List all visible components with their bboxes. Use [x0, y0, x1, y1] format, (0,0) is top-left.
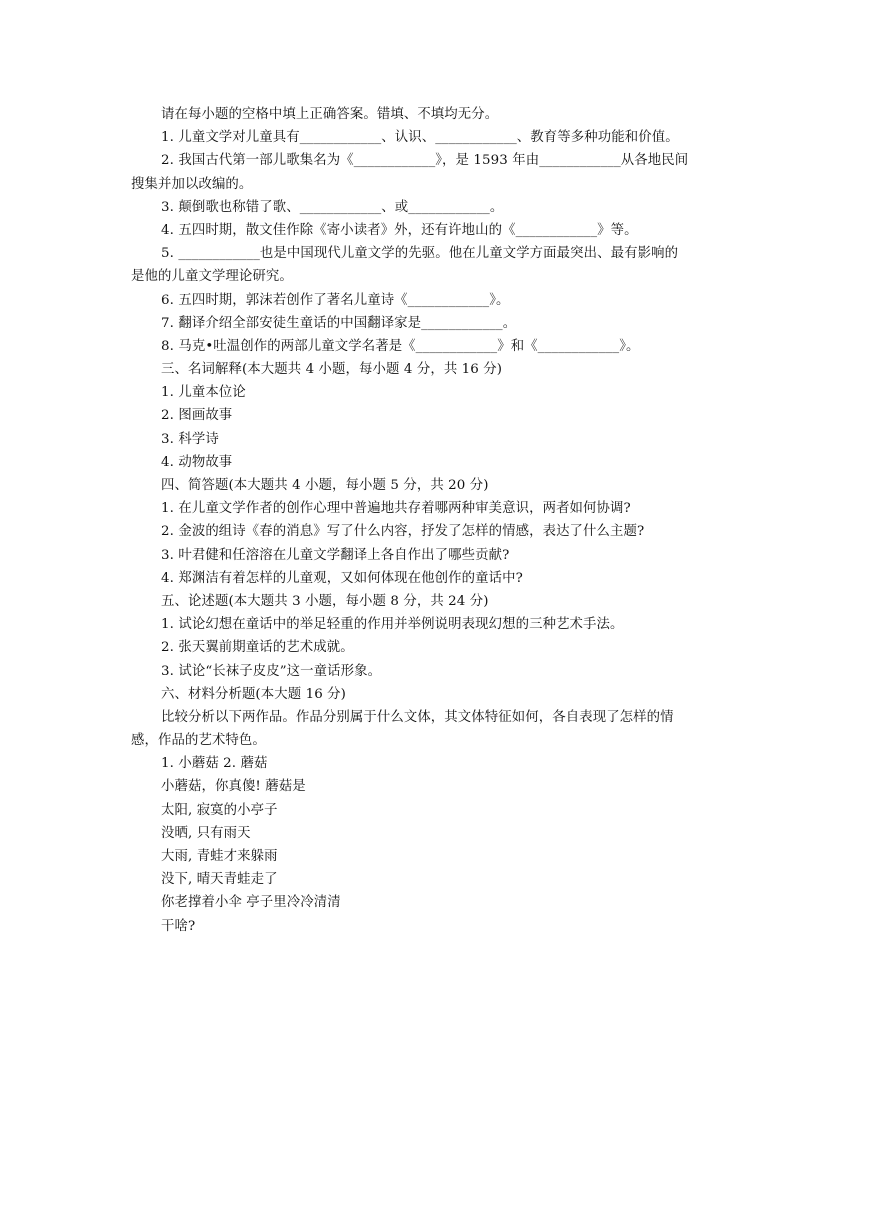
section-heading-essay: 五、论述题(本大题共 3 小题，每小题 8 分，共 24 分) [161, 593, 489, 609]
fill-question-2-continuation: 搜集并加以改编的。 [131, 176, 253, 192]
poem-line-3: 没晒, 只有雨天 [161, 825, 251, 841]
section-heading-terms: 三、名词解释(本大题共 4 小题，每小题 4 分，共 16 分) [161, 362, 503, 378]
poem-line-1: 小蘑菇，你真傻! 蘑菇是 [161, 779, 306, 795]
fill-question-3: 3. 颠倒歌也称错了歌、____________、或____________。 [161, 199, 504, 215]
short-answer-3: 3. 叶君健和任溶溶在儿童文学翻译上各自作出了哪些贡献? [161, 547, 510, 563]
fill-question-5-continuation: 是他的儿童文学理论研究。 [131, 269, 293, 285]
poem-line-7: 干啥? [161, 918, 196, 934]
short-answer-2: 2. 金波的组诗《春的消息》写了什么内容，抒发了怎样的情感，表达了什么主题? [161, 524, 645, 540]
fill-question-7: 7. 翻译介绍全部安徒生童话的中国翻译家是____________。 [161, 315, 517, 331]
short-answer-4: 4. 郑渊洁有着怎样的儿童观，又如何体现在他创作的童话中? [161, 570, 523, 586]
poem-line-5: 没下, 晴天青蛙走了 [161, 872, 278, 888]
term-item-2: 2. 图画故事 [161, 408, 233, 424]
fill-question-5: 5. ____________也是中国现代儿童文学的先驱。他在儿童文学方面最突出、最有影响的 [161, 246, 679, 262]
essay-question-1: 1. 试论幻想在童话中的举足轻重的作用并举例说明表现幻想的三种艺术手法。 [161, 617, 624, 633]
fill-question-8: 8. 马克•吐温创作的两部儿童文学名著是《____________》和《____________》。 [161, 338, 640, 354]
fill-question-1: 1. 儿童文学对儿童具有____________、认识、____________、教育等多种功能和价值。 [161, 130, 679, 146]
section-heading-short-answer: 四、简答题(本大题共 4 小题，每小题 5 分，共 20 分) [161, 478, 489, 493]
poem-titles: 1. 小蘑菇 2. 蘑菇 [161, 756, 268, 772]
instruction-line: 请在每小题的空格中填上正确答案。错填、不填均无分。 [161, 107, 499, 122]
analysis-prompt-continuation: 感，作品的艺术特色。 [131, 733, 266, 749]
document-body [131, 103, 751, 938]
essay-question-2: 2. 张天翼前期童话的艺术成就。 [161, 640, 354, 656]
section-heading-analysis: 六、材料分析题(本大题 16 分) [161, 686, 346, 702]
term-item-3: 3. 科学诗 [161, 431, 219, 447]
fill-question-2: 2. 我国古代第一部儿歌集名为《____________》，是 1593 年由____________从各地民间 [161, 153, 689, 169]
term-item-1: 1. 儿童本位论 [161, 385, 246, 401]
fill-question-6: 6. 五四时期，郭沫若创作了著名儿童诗《____________》。 [161, 292, 510, 308]
essay-question-3: 3. 试论“长袜子皮皮”这一童话形象。 [161, 663, 382, 679]
analysis-prompt: 比较分析以下两作品。作品分别属于什么文体，其文体特征如何，各自表现了怎样的情 [161, 709, 674, 725]
term-item-4: 4. 动物故事 [161, 454, 233, 470]
fill-question-4: 4. 五四时期，散文佳作除《寄小读者》外，还有许地山的《____________》等。 [161, 222, 638, 238]
short-answer-1: 1. 在儿童文学作者的创作心理中普遍地共存着哪两种审美意识，两者如何协调? [161, 501, 631, 517]
poem-line-2: 太阳, 寂寞的小亭子 [161, 802, 278, 818]
poem-line-4: 大雨, 青蛙才来躲雨 [161, 849, 278, 864]
poem-line-6: 你老撑着小伞 亭子里冷冷清清 [161, 895, 341, 911]
